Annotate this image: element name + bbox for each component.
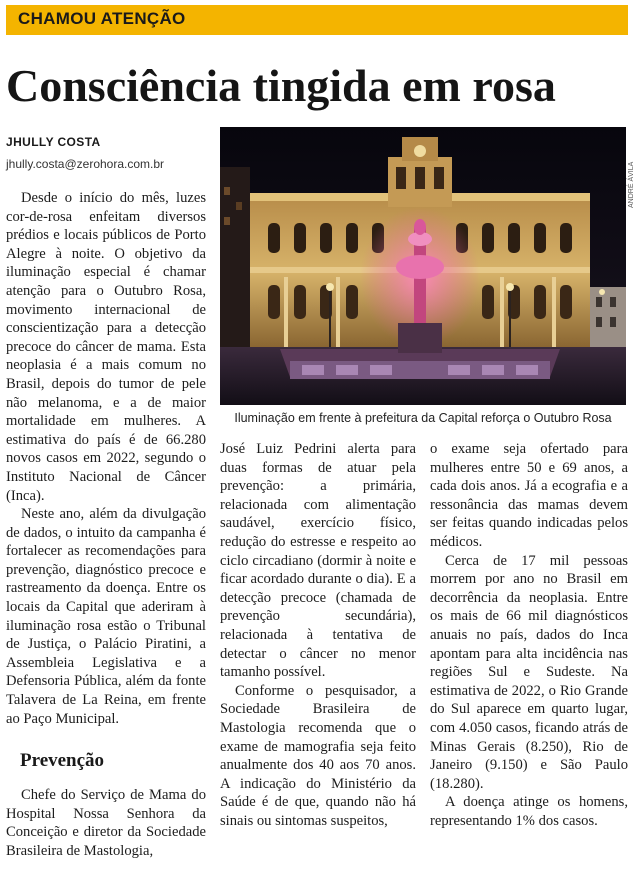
paragraph: o exame seja ofertado para mulheres entre 50 e 69 anos, a cada dois anos. Já a ecografia e a ressonância das mamas devem ser feitas quando indicadas pelos médicos. <box>430 441 628 550</box>
author-name: JHULLY COSTA <box>6 135 101 149</box>
article-photo <box>220 127 626 405</box>
subheading: Prevenção <box>20 750 105 772</box>
paragraph: José Luiz Pedrini alerta para duas formas de atuar pela prevenção: a primária, relacionada com alimentação saudável, exercício físico, redução do estresse e respeito ao ciclo circadiano (dormir à noite e ficar acordado durante o dia). E a detecção precoce (chamada de prevenção secundária), relacionada à tentativa de detectar o câncer no menor tamanho possível. <box>220 441 416 681</box>
paragraph: Desde o início do mês, luzes cor-de-rosa enfeitam diversos prédios e locais públicos de Porto Alegre à noite. O objetivo da iluminação especial é chamar atenção para o Outubro Rosa, movimento internacional de conscientização para a detecção precoce do câncer de mama. Esta neoplasia é a mais comum no Brasil, depois do tumor de pele não melanoma, e a de maior mortalidade em mulheres. A estimativa do país é de 66.280 novos casos em 2022, segundo o Instituto Nacional de Câncer (Inca). <box>6 190 206 504</box>
article-column-1 <box>6 189 206 861</box>
article-column-3 <box>430 440 628 830</box>
paragraph: Conforme o pesquisador, a Sociedade Brasileira de Mastologia recomenda que o exame de mamografia seja feito anualmente dos 40 aos 70 anos. A indicação do Ministério da Saúde é de que, quando não há sinais ou sintomas suspeitos, <box>220 682 416 829</box>
section-label: CHAMOU ATENÇÃO <box>18 9 186 28</box>
photo-credit: ANDRÉ ÁVILA <box>628 161 635 208</box>
section-header-bar <box>6 5 628 35</box>
paragraph: Cerca de 17 mil pessoas morrem por ano no Brasil em decorrência da neoplasia. Entre os mais de 66 mil diagnósticos anuais no país, dados do Inca apontam para alta incidência nas regiões Sul e Sudeste. Na estimativa de 2022, o Rio Grande do Sul aparece em quarto lugar, com 4.050 casos, ficando atrás de Minas Gerais (8.250), Rio de Janeiro (9.150) e São Paulo (18.280). <box>430 552 628 792</box>
paragraph: Neste ano, além da divulgação de dados, o intuito da campanha é fortalecer as recomendações para prevenção, diagnóstico precoce e rastreamento da doença. Entre os locais da Capital que aderiram à iluminação rosa estão o Tribunal de Justiça, o Palácio Piratini, a Assembleia Legislativa e a Defensoria Pública, além da fonte Talavera de La Reina, em frente ao Paço Municipal. <box>6 506 206 727</box>
author-email: jhully.costa@zerohora.com.br <box>6 157 165 171</box>
article-column-2 <box>220 440 416 830</box>
city-hall-night-photo <box>220 127 626 405</box>
paragraph: A doença atinge os homens, representando 1% dos casos. <box>430 794 628 829</box>
paragraph: Chefe do Serviço de Mama do Hospital Nossa Senhora da Conceição e diretor da Sociedade Brasileira de Mastologia, <box>6 787 206 859</box>
photo-caption: Iluminação em frente à prefeitura da Capital reforça o Outubro Rosa <box>234 411 612 425</box>
headline: Consciência tingida em rosa <box>6 60 556 111</box>
